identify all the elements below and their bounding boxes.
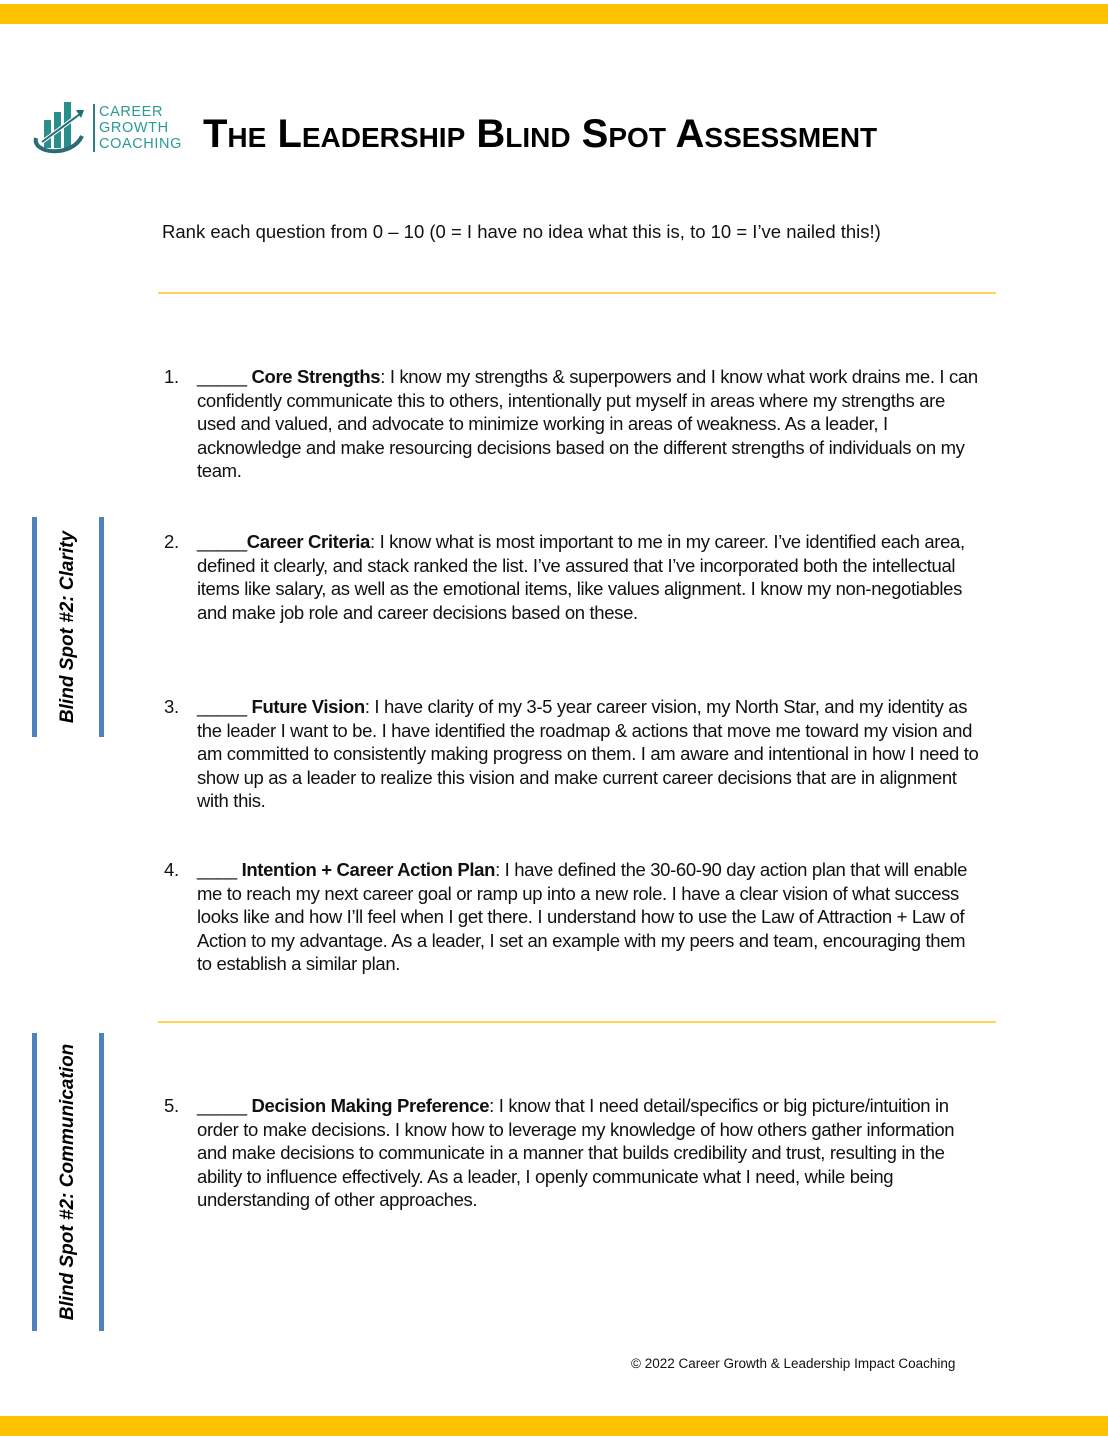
section-label-text: Blind Spot #2: Communication bbox=[57, 1043, 78, 1321]
logo-wordmark bbox=[93, 104, 182, 152]
divider bbox=[158, 292, 996, 294]
item-heading: Core Strengths bbox=[251, 366, 381, 387]
item-heading: Career Criteria bbox=[246, 531, 370, 552]
score-blank[interactable]: _____ bbox=[197, 531, 247, 552]
assessment-item bbox=[164, 858, 984, 976]
item-number: 3. bbox=[164, 696, 179, 717]
section-border bbox=[32, 1033, 37, 1331]
item-heading: Decision Making Preference bbox=[251, 1095, 490, 1116]
item-heading: Future Vision bbox=[251, 696, 365, 717]
assessment-item bbox=[164, 365, 984, 483]
item-text: : I have clarity of my 3-5 year career vision, my North Star, and my identity as the leader I want to be. I have identified the roadmap & actions that move me toward my vision and am committed to consistently making progress on them. I am aware and intentional in how I need to show up as a leader to realize this vision and make current career decisions that are in alignment with this. bbox=[197, 696, 979, 811]
instructions: Rank each question from 0 – 10 (0 = I have no idea what this is, to 10 = I’ve nailed this!) bbox=[162, 221, 881, 242]
score-blank[interactable]: ____ bbox=[197, 859, 237, 880]
section-label-text: Blind Spot #2: Clarity bbox=[57, 530, 78, 724]
item-heading: Intention + Career Action Plan bbox=[241, 859, 496, 880]
logo-line: COACHING bbox=[99, 136, 182, 152]
bottom-accent-bar bbox=[0, 1416, 1108, 1436]
score-blank[interactable]: _____ bbox=[197, 696, 247, 717]
logo-line: CAREER bbox=[99, 104, 164, 120]
section-label-clarity bbox=[32, 517, 104, 737]
top-accent-bar bbox=[0, 4, 1108, 24]
item-number: 4. bbox=[164, 859, 179, 880]
score-blank[interactable]: _____ bbox=[197, 366, 247, 387]
section-border bbox=[99, 1033, 104, 1331]
item-text: : I have defined the 30-60-90 day action plan that will enable me to reach my next career goal or ramp up into a new role. I have a clear vision of what success looks like and how I’ll feel when I get there. I understand how to use the Law of Attraction + Law of Action to my advantage. As a leader, I set an example with my peers and team, encouraging them to establish a similar plan. bbox=[197, 859, 968, 974]
assessment-item bbox=[164, 695, 984, 813]
section-border bbox=[32, 517, 37, 737]
item-number: 5. bbox=[164, 1095, 179, 1116]
item-number: 2. bbox=[164, 531, 179, 552]
copyright-footer: © 2022 Career Growth & Leadership Impact Coaching bbox=[631, 1356, 956, 1371]
logo-line: GROWTH bbox=[99, 120, 169, 136]
page-title: The Leadership Blind Spot Assessment bbox=[203, 112, 878, 156]
section-border bbox=[99, 517, 104, 737]
item-text: : I know that I need detail/specifics or big picture/intuition in order to make decisions. I know how to leverage my knowledge of how others gather information and make decisions to communicate in a manner that builds credibility and trust, resulting in the ability to influence effectively. As a leader, I openly communicate what I need, while being understanding of other approaches. bbox=[197, 1095, 955, 1210]
assessment-item bbox=[164, 530, 984, 624]
divider bbox=[158, 1021, 996, 1023]
item-text: : I know my strengths & superpowers and I know what work drains me. I can confidently communicate this to others, intentionally put myself in areas where my strengths are used and valued, and advocate to minimize working in areas of weakness. As a leader, I acknowledge and make resourcing decisions based on the different strengths of individuals on my team. bbox=[197, 366, 978, 481]
section-label-communication bbox=[32, 1033, 104, 1331]
score-blank[interactable]: _____ bbox=[197, 1095, 247, 1116]
item-number: 1. bbox=[164, 366, 179, 387]
item-text: : I know what is most important to me in my career. I’ve identified each area, defined it clearly, and stack ranked the list. I’ve assured that I’ve incorporated both the intellectual items like salary, as well as the emotional items, like values alignment. I know my non-negotiables and make job role and career decisions based on these. bbox=[197, 531, 965, 623]
assessment-item bbox=[164, 1094, 984, 1212]
